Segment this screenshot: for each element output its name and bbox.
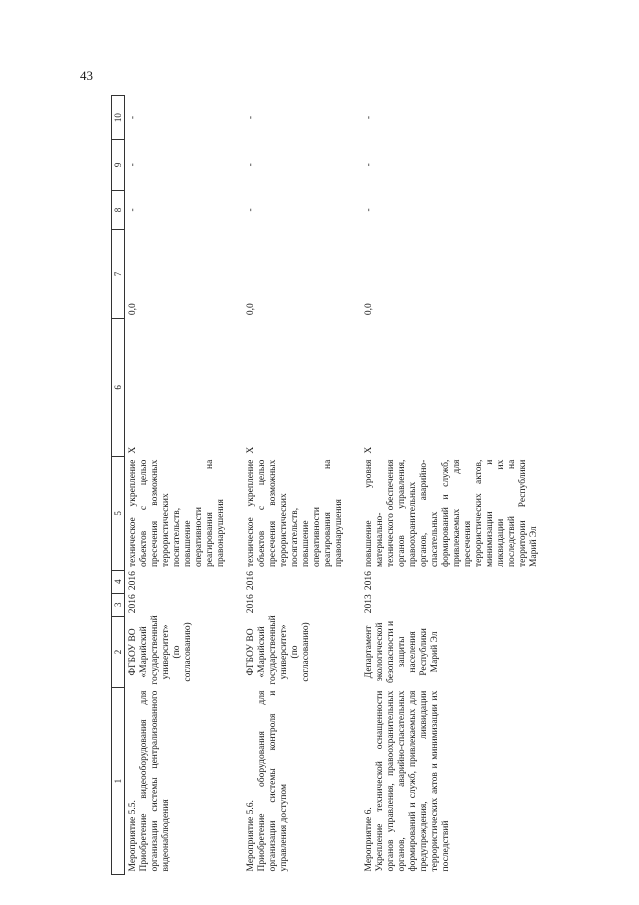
header-col-4: 4	[112, 570, 125, 593]
activity-cell: Мероприятие 5.6. Приобретение оборудования для организации системы контроля и управления доступом	[245, 690, 289, 872]
start-year-cell: 2013	[363, 594, 374, 614]
header-col-8: 8	[112, 190, 125, 230]
start-year-cell: 2016	[128, 594, 138, 614]
result-cell: повышение уровня материально-технического обеспечения органов управления, правоохранительных органов, аварийно-спасательных формирований и служб, привлекаемых для пресечения террористических актов, минимизации и ликвидации их последствий на территории Республики Марий Эл	[363, 459, 539, 568]
executor-cell: ФГБОУ ВО «Марийский государственный университет» (по согласованию)	[245, 615, 311, 685]
header-col-5: 5	[112, 457, 125, 570]
result-cell: техническое укрепление объектов с целью пресечения возможных террористических посягательств, повышение оперативности реагирования на правонарушения	[245, 459, 344, 568]
start-year-cell: 2016	[245, 594, 256, 614]
program-table	[111, 95, 591, 875]
col10-cell: -	[245, 115, 256, 120]
col10-cell: -	[363, 115, 374, 120]
header-col-6: 6	[112, 318, 125, 457]
col6-cell: X	[245, 446, 256, 454]
header-col-10: 10	[112, 96, 125, 140]
header-row	[112, 96, 125, 875]
col9-cell: -	[245, 163, 256, 167]
rotated-table-sheet	[111, 95, 639, 875]
table-row	[125, 96, 243, 875]
executor-cell: ФГБОУ ВО «Марийский государственный университет» (по согласованию)	[128, 615, 193, 685]
col7-cell: 0,0	[245, 303, 256, 316]
col8-cell: -	[363, 208, 374, 212]
col8-cell: -	[128, 208, 138, 212]
col7-cell: 0,0	[363, 303, 374, 316]
header-col-7: 7	[112, 230, 125, 318]
col6-cell: X	[363, 446, 374, 454]
table-row	[361, 96, 591, 875]
end-year-cell: 2016	[363, 571, 374, 591]
col9-cell: -	[363, 163, 374, 167]
table-row	[243, 96, 361, 875]
col9-cell: -	[128, 163, 138, 167]
header-col-1: 1	[112, 688, 125, 875]
col6-cell: X	[128, 446, 138, 454]
result-cell: техническое укрепление объектов с целью пресечения возможных террористических посягательств, повышение оперативности реагирования на правонарушения	[128, 459, 226, 568]
header-col-3: 3	[112, 593, 125, 616]
header-col-2: 2	[112, 616, 125, 687]
col8-cell: -	[245, 208, 256, 212]
end-year-cell: 2016	[245, 571, 256, 591]
col10-cell: -	[128, 115, 138, 120]
page-number: 43	[80, 68, 93, 83]
col7-cell: 0,0	[128, 303, 138, 316]
activity-cell: Мероприятие 5.5. Приобретение видеооборудования для организации системы централизованного видеонаблюдения	[128, 690, 171, 872]
executor-cell: Департамент экологической безопасности и защиты населения Республики Марий Эл	[363, 620, 440, 683]
end-year-cell: 2016	[128, 571, 138, 591]
activity-cell: Мероприятие 6. Укрепление технической оснащенности органов управления, правоохранительных органов, аварийно-спасательных формирований и служб, привлекаемых для предупреждения, ликвидации террористических актов и минимизации их последствий	[363, 690, 451, 872]
header-col-9: 9	[112, 140, 125, 190]
